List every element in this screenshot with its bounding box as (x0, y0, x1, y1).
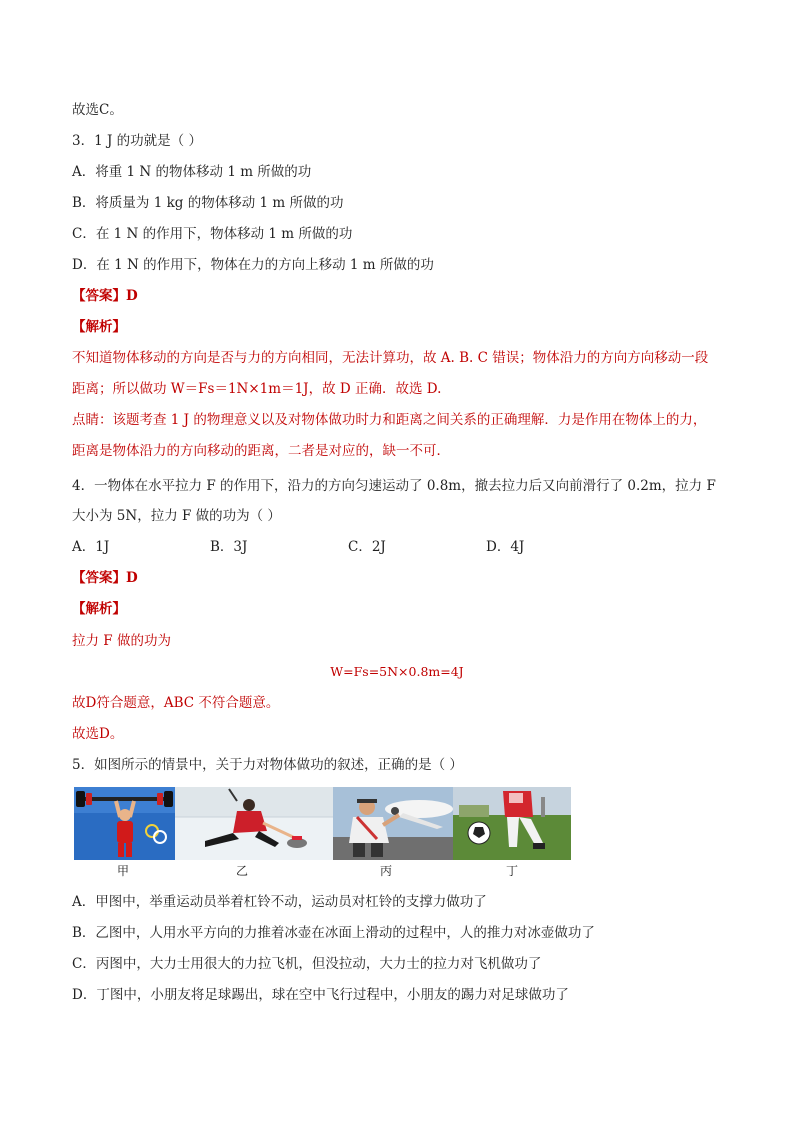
q3-option-b: B．将质量为 1 kg 的物体移动 1 m 所做的功 (72, 195, 344, 211)
q4-analysis-line-1: 拉力 F 做的功为 (72, 633, 171, 649)
q3-analysis-line-3: 点睛：该题考查 1 J 的物理意义以及对物体做功时力和距离之间关系的正确理解．力是作用在物体上的力， (72, 412, 707, 428)
football-kick-picture (453, 787, 571, 860)
q3-analysis-line-1: 不知道物体移动的方向是否与力的方向相同，无法计算功，故 A. B. C 错误；物体沿力的方向方向移动一段 (72, 350, 709, 366)
q4-analysis-label: 【解析】 (72, 601, 126, 617)
q4-conclusion: 故选D。 (72, 726, 124, 742)
q3-option-c: C．在 1 N 的作用下，物体移动 1 m 所做的功 (72, 226, 353, 242)
q5-option-c: C．丙图中，大力士用很大的力拉飞机，但没拉动，大力士的拉力对飞机做功了 (72, 956, 542, 972)
q4-option-d: D．4J (486, 539, 525, 555)
strongman-airplane-picture (333, 787, 453, 860)
q4-analysis-line-2: 故D符合题意，ABC 不符合题意。 (72, 695, 280, 711)
q3-option-a: A．将重 1 N 的物体移动 1 m 所做的功 (72, 164, 312, 180)
q5-option-a: A．甲图中，举重运动员举着杠铃不动，运动员对杠铃的支撑力做功了 (72, 894, 487, 910)
q5-picture-strip (74, 787, 571, 860)
q5-caption-yi: 乙 (236, 864, 249, 878)
q5-caption-jia: 甲 (117, 864, 130, 878)
q3-analysis-line-2: 距离；所以做功 W＝Fs＝1N×1m＝1J，故 D 正确．故选 D. (72, 381, 442, 397)
q4-option-b: B．3J (210, 539, 248, 555)
weightlifter-picture (74, 787, 175, 860)
q3-stem: 3．1 J 的功就是（ ） (72, 133, 202, 149)
q3-option-d: D．在 1 N 的作用下，物体在力的方向上移动 1 m 所做的功 (72, 257, 434, 273)
previous-conclusion: 故选C。 (72, 102, 123, 118)
q3-answer: 【答案】D (72, 288, 138, 304)
q4-option-a: A．1J (72, 539, 110, 555)
q4-answer: 【答案】D (72, 570, 138, 586)
q4-option-c: C．2J (348, 539, 386, 555)
q5-caption-ding: 丁 (506, 864, 519, 878)
q3-analysis-line-4: 距离是物体沿力的方向移动的距离，二者是对应的，缺一不可． (72, 443, 450, 459)
q3-analysis-label: 【解析】 (72, 319, 126, 335)
q5-option-b: B．乙图中，人用水平方向的力推着冰壶在冰面上滑动的过程中，人的推力对冰壶做功了 (72, 925, 595, 941)
q5-caption-bing: 丙 (380, 864, 393, 878)
q5-stem: 5．如图所示的情景中，关于力对物体做功的叙述，正确的是（ ） (72, 757, 463, 773)
q5-option-d: D．丁图中，小朋友将足球踢出，球在空中飞行过程中，小朋友的踢力对足球做功了 (72, 987, 569, 1003)
q4-stem-line-2: 大小为 5N，拉力 F 做的功为（ ） (72, 508, 281, 524)
curling-picture (175, 787, 333, 860)
q4-formula: W=Fs=5N×0.8m=4J (330, 664, 464, 679)
q4-stem-line-1: 4．一物体在水平拉力 F 的作用下，沿力的方向匀速运动了 0.8m，撤去拉力后又向前滑行了 0.2m，拉力 F (72, 478, 716, 494)
